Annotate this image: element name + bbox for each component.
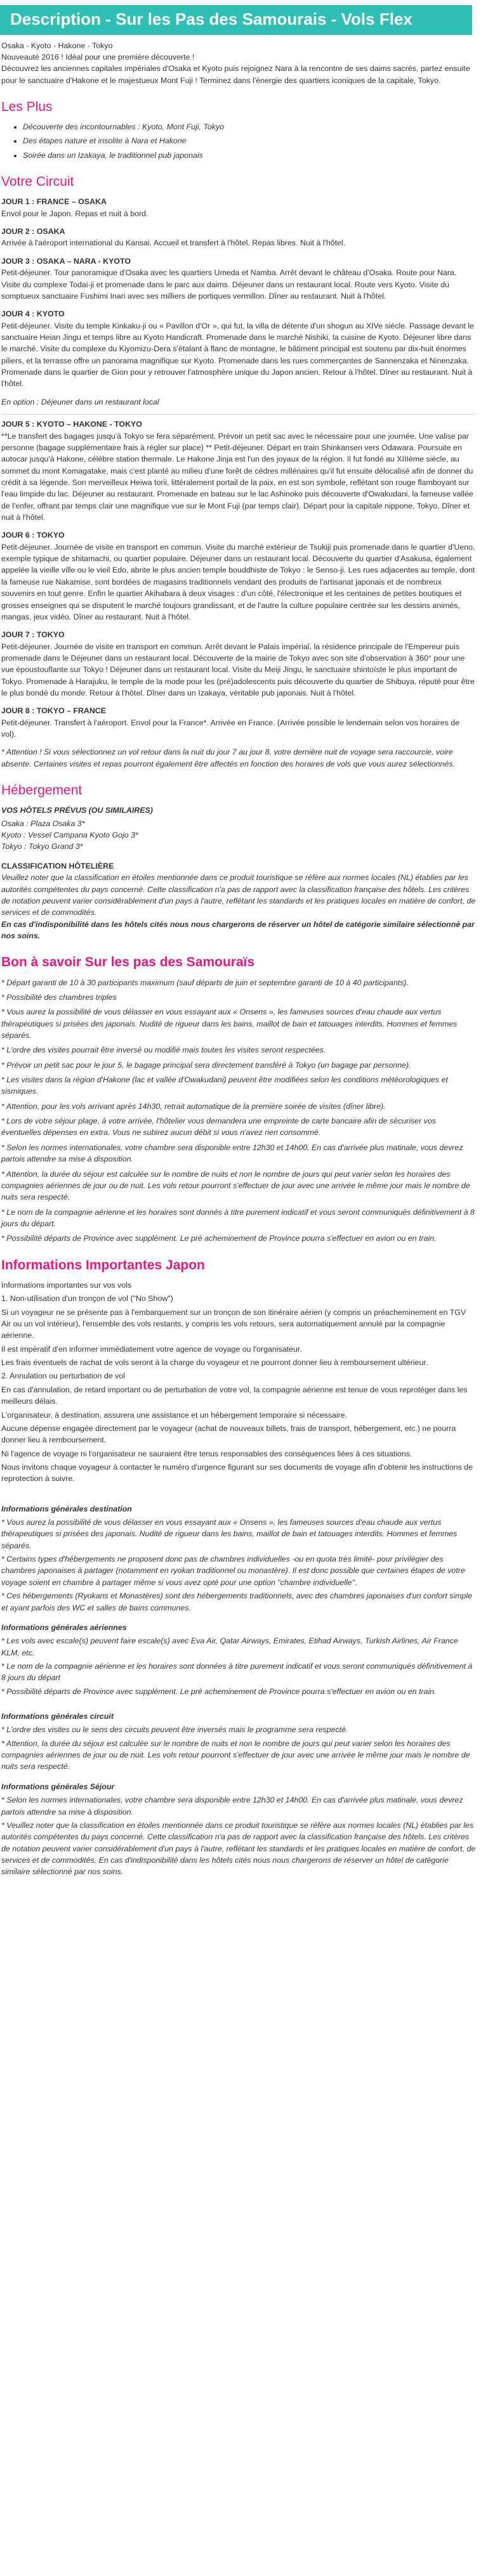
dest-title: Informations générales destination <box>1 1504 132 1513</box>
day-option: En option : Déjeuner dans un restaurant local <box>1 397 159 406</box>
description-content <box>0 40 481 1878</box>
page-banner: Description - Sur les Pas des Samourais - Vols Flex <box>0 5 472 35</box>
air-line: * Les vols avec escale(s) peuvent faire escale(s) avec Eva Air, Qatar Airways, Emirates, Etihad Airways, Turkish Airlines, Air France KLM, etc. <box>1 1636 458 1657</box>
intro-line: Découvrez les anciennes capitales impériales d'Osaka et Kyoto puis rejoignez Nara à la rencontre de ses daims sacrés, partez ensuite pour le sanctuaire d'Hakone et le majestueux Mont Fuji ! Terminez dans l'énergie des quartiers iconiques de la capitale, Tokyo. <box>1 64 470 85</box>
bon-item: * Possibilité départs de Province avec supplément. Le pré acheminement de Province pourra s'effectuer en avion ou en train. <box>1 1234 437 1243</box>
hotel-item: Tokyo : Tokyo Grand 3* <box>1 842 83 851</box>
hotel-item: Osaka : Plaza Osaka 3* <box>1 819 85 828</box>
dest-line: * Vous aurez la possibilité de vous délasser en vous essayant aux « Onsens », les fameuses sources d'eau chaude aux vertus thérapeutiques si prisées des japonais. Nudité de rigueur dans les bains, maillot de bain et tatouages interdits. Hommes et femmes séparés. <box>1 1518 458 1550</box>
plus-item: • Soirée dans un Izakaya, le traditionnel pub japonais <box>23 150 476 161</box>
infos-line: L'organisateur, à destination, assurera une assistance et un hébergement temporaire si nécessaire. <box>1 1410 348 1420</box>
hebergement-section <box>1 805 476 942</box>
day-title: JOUR 3 : OSAKA – NARA - KYOTO <box>1 256 131 266</box>
day-body: Petit-déjeuner. Transfert à l'aéroport. Envol pour la France*. Arrivée en France. (Arrivée possible le lendemain selon vos horaires de vol). <box>1 718 460 739</box>
day-title: JOUR 5 : KYOTO – HAKONE - TOKYO <box>1 420 142 429</box>
day-body: Petit-déjeuner. Journée de visite en transport en commun. Visite du marché extérieur de Tsukiji puis promenade dans le quartier d'Ueno, exemple typique de shitamachi, ou quartier populaire. Déjeuner dans un restaurant local. Découverte du quartier d'Asakusa, également appelée la vieille ville ou le vieil Edo, abrite le plus ancien temple bouddhiste de Tokyo : le Senso-ji. Les rues adjacentes au temple, dont la fameuse rue Nakamise, sont bordées de magasins traditionnels vendant des produits de l'artisanat japonais et de nombreux souvenirs en tout genre. Enfin le quartier Akihabara à deux visages : d'un côté, l'électronique et les centaines de petites boutiques et grosses enseignes qui se disputent le marché toujours grandissant, et de l'autre la culture populaire centrée sur les dessins animés, mangas, jeux vidéo. Dîner au restaurant. Nuit à l'hôtel. <box>1 542 475 621</box>
infos-line: Il est impératif d'en informer immédiatement votre agence de voyage ou l'organisateur. <box>1 1344 302 1354</box>
bon-a-savoir-list <box>1 977 476 1245</box>
day-title: JOUR 4 : KYOTO <box>1 309 65 319</box>
bon-item: * Le nom de la compagnie aérienne et les horaires sont donnés à titre purement indicatif et vous seront communiqués définitivement à 8 jours du départ. <box>1 1207 475 1228</box>
infos-line: 2. Annulation ou perturbation de vol <box>1 1371 125 1381</box>
day-body: Petit-déjeuner. Journée de visite en transport en commun. Arrêt devant le Palais impérial, la résidence principale de l'Empereur puis promenade dans le Déjeuner dans un restaurant local. Découverte de la mairie de Tokyo avec son site d'observation à 360° pour une vue époustouflante sur Tokyo ! Déjeuner dans un restaurant local. Visite du Meiji Jingu, le sanctuaire shintoïste le plus important de Tokyo. Promenade à Harajuku, le temple de la mode pour les (pré)adolescents puis découverte du quartier de Shibuya, réputé pour être le plus bondé du monde. Retour à l'hôtel. Dîner dans un Izakaya, véritable pub japonais. Nuit à l'hôtel. <box>1 642 475 698</box>
circuit-info-line: * L'ordre des visites ou le sens des circuits peuvent être inversés mais le programme sera respecté. <box>1 1725 348 1735</box>
sejour-line: * Veuillez noter que la classification en étoiles mentionnée dans ce produit touristique se réfère aux normes locales (NL) établies par les autorités compétentes du pays concerné. Cette classification n'a pas de rapport avec la classification française des hôtels. Les critères de notation peuvent varier considérablement d'un pays à l'autre, reflétant les standards et les pratiques locales en matière de confort, de services et de commodités. En cas d'indisponibilité dans les hôtels cités nous nous chargerons de réserver un hôtel de catégorie similaire sélectionné par nos soins. <box>1 1820 476 1877</box>
plus-heading: Les Plus <box>1 99 53 114</box>
classification-title: CLASSIFICATION HÔTELIÈRE <box>1 861 114 871</box>
day-body: **Le transfert des bagages jusqu'à Tokyo se fera séparément. Prévoir un petit sac avec le nécessaire pour une journée. Une valise par personne (bagage supplémentaire frais à régler sur place) ** Petit-déjeuner. Départ en train Shinkansen vers Odawara. Poursuite en autocar jusqu'à Hakone, célèbre station thermale. Le Hakone Jinja est l'un des joyaux de la région. Il fut fondé au XIIIème siècle, au sommet du mont Komagatake, mais c'est planté au milieu d'une forêt de cèdres millénaires qu'il fut ensuite délocalisé afin de donner du crédit à sa légende. Son merveilleux Heiwa torii, littéralement portail de la paix, en est son symbole, reflétant son rouge flamboyant sur l'eau limpide du lac. Déjeuner au restaurant. Promenade en bateau sur le lac Ashinoko puis découverte d'Owakudani, la fameuse vallée de l'enfer, offrant par temps clair une magnifique vue sur le Mont Fuji (par temps clair). Départ pour la capitale nippone, Tokyo. Dîner et nuit à l'hôtel. <box>1 431 473 522</box>
infos-line: Aucune dépense engagée directement par le voyageur (achat de nouveaux billets, frais de transport, hébergement, etc.) ne pourra donner lieu à remboursement. <box>1 1423 456 1445</box>
intro-line: Nouveauté 2016 ! Idéal pour une première découverte ! <box>1 52 195 61</box>
circuit-info-line: * Attention, la durée du séjour est calculée sur le nombre de nuits et non le nombre de jours qui peut varier selon les horaires des compagnies aériennes de jour ou de nuit. Les vols retour pourront s'effectuer de jour avec une arrivée le même jour mais le nombre de nuits sera respecté. <box>1 1738 470 1771</box>
hotel-item: Kyoto : Vessel Campana Kyoto Gojo 3* <box>1 831 138 840</box>
circuit-days <box>1 196 476 770</box>
circuit-info-title: Informations générales circuit <box>1 1712 114 1721</box>
day-title: JOUR 1 : FRANCE – OSAKA <box>1 197 107 207</box>
air-line: * Le nom de la compagnie aérienne et les horaires sont données à titre purement indicatif et vous seront communiqués définitivement à 8 jours du départ <box>1 1661 473 1683</box>
day-title: JOUR 2 : OSAKA <box>1 227 65 236</box>
day-body: Petit-déjeuner. Visite du temple Kinkaku-ji ou « Pavillon d'Or », qui fut, la villa de détente d'un shogun au XIVe siècle. Passage devant le sanctuaire Heian Jingu et temps libre au Kyoto Handicraft. Promenade dans le marché Nishiki, la cuisine de Kyoto. Déjeuner libre dans le marché. Visite du complexe du Kiyomizu-Dera s'étalant à flanc de montagne, le bâtiment principal est soutenu par dix-huit énormes piliers, et la terrasse offre un panorama magnifique sur Kyoto. Promenade dans les rues commerçantes de Sannenzaka et Ninenzaka. Promenade dans le quartier de Gion pour y retrouver l'atmosphère unique du Japon ancien. Retour à l'hôtel. Dîner au restaurant. Nuit à l'hôtel. <box>1 321 474 389</box>
hotel-list <box>1 818 476 853</box>
dest-line: * Certains types d'hébergements ne proposent donc pas de chambres individuelles -ou en quota très limité- pour privilégier des chambres japonaises à partager (notamment en ryokan traditionnel ou monastère). Il est donc possible que certaines étapes de votre voyage soient en chambre à partager même si vous avez opté pour une option "chambre individuelle". <box>1 1555 465 1587</box>
air-title: Informations générales aériennes <box>1 1622 127 1632</box>
bon-item: * Lors de votre séjour plage, à votre arrivée, l'hôtelier vous demandera une empreinte de carte bancaire afin de sécuriser vos éventuelles dépenses en extra. Vous ne subirez aucun débit si vous n'avez rien consommé. <box>1 1116 436 1137</box>
circuit-heading: Votre Circuit <box>1 174 74 190</box>
infos-line: Informations importantes sur vos vols <box>1 1280 132 1290</box>
day-body: Arrivée à l'aéroport international du Kansai. Accueil et transfert à l'hôtel. Repas libres. Nuit à l'hôtel. <box>1 238 346 248</box>
day-title: JOUR 8 : TOKYO – FRANCE <box>1 706 107 716</box>
bon-item: * Attention, la durée du séjour est calculée sur le nombre de nuits et non le nombre de jours qui peut varier selon les horaires des compagnies aériennes de jour ou de nuit. Les vols retour pourront s'effectuer de jour avec une arrivée le même jour mais le nombre de nuits sera respecté. <box>1 1169 470 1202</box>
plus-item: • Découverte des incontournables : Kyoto, Mont Fuji, Tokyo <box>23 121 476 133</box>
day-body: Envol pour le Japon. Repas et nuit à bord. <box>1 209 148 218</box>
hotels-title: VOS HÔTELS PRÉVUS (OU SIMILAIRES) <box>1 806 153 815</box>
infos-line: En cas d'annulation, de retard important ou de perturbation de votre vol, la compagnie aérienne est tenue de vous reprotéger dans les meilleurs délais. <box>1 1385 468 1406</box>
sejour-title: Informations générales Séjour <box>1 1782 115 1791</box>
bon-item: * Selon les normes internationales, votre chambre sera disponible entre 12h30 et 14h00. En cas d'arrivée plus matinale, vous devrez partois attendre sa mise à disposition. <box>1 1142 463 1164</box>
plus-item: • Des étapes nature et insolite à Nara et Hakone <box>23 135 476 146</box>
infos-heading: Informations Importantes Japon <box>1 1257 205 1272</box>
infos-line: Les frais éventuels de rachat de vols seront à la charge du voyageur et ne pourront donner lieu à remboursement ultérieur. <box>1 1358 428 1368</box>
bon-item: * Attention, pour les vols arrivant après 14h30, retrait automatique de la première soirée de visites (dîner libre). <box>1 1101 386 1111</box>
bon-item: * L'ordre des visites pourrait être inversé ou modifié mais toutes les visites seront respectées. <box>1 1045 326 1055</box>
day-title: JOUR 6 : TOKYO <box>1 531 65 540</box>
classification-note: En cas d'indisponibilité dans les hôtels cités nous nous chargerons de réserver un hôtel de catégorie similaire sélectionné par nos soins. <box>1 919 475 940</box>
plus-list <box>23 121 476 161</box>
day-title: JOUR 7 : TOKYO <box>1 630 65 640</box>
bon-item: * Les visites dans la région d'Hakone (lac et vallée d'Owakudani) peuvent être modifiées selon les conditions météorologiques et sismiques. <box>1 1075 448 1096</box>
bon-a-savoir-heading: Bon à savoir Sur les pas des Samouraïs <box>1 955 255 970</box>
bon-item: * Prévoir un petit sac pour le jour 5, le bagage principal sera directement transféré à Tokyo (un bagage par personne). <box>1 1060 411 1070</box>
divider <box>1 414 476 415</box>
intro <box>1 40 476 86</box>
sejour-line: * Selon les normes internationales, votre chambre sera disponible entre 12h30 et 14h00. En cas d'arrivée plus matinale, vous devrez partois attendre sa mise à disposition. <box>1 1796 463 1816</box>
infos-line: Ni l'agence de voyage ni l'organisateur ne sauraient être tenus responsables des conséquences liées à ces situations. <box>1 1449 412 1458</box>
classification-text: Veuillez noter que la classification en étoiles mentionnée dans ce produit touristique se réfère aux normes locales (NL) établies par les autorités compétentes du pays concerné. Cette classification n'a pas de rapport avec la classification française des hôtels. Les critères de notation peuvent varier considérablement d'un pays à l'autre, reflétant les standards et les pratiques locales en matière de confort, de services et de commodités. <box>1 873 476 917</box>
attention-note: * Attention ! Si vous sélectionnez un vol retour dans la nuit du jour 7 au jour 8, votre dernière nuit de voyage sera raccourcie, voire absente. Certaines visites et repas pourront également être affectés en fonction des horaires de vols que vous aurez sélectionnés. <box>1 748 455 768</box>
bon-item: * Possibilité des chambres triples <box>1 992 117 1002</box>
dest-line: * Ces hébergements (Ryokans et Monastères) sont des hébergements traditionnels, avec des chambres japonaises d'un confort simple et ayant parfois des WC et salles de bains communes. <box>1 1591 473 1612</box>
bon-item: * Vous aurez la possibilité de vous délasser en vous essayant aux « Onsens », les fameuses sources d'eau chaude aux vertus thérapeutiques si prisées des japonais. Nudité de rigueur dans les bains, maillot de bain et tatouages interdits. Hommes et femmes séparés. <box>1 1007 458 1040</box>
day-body: Petit-déjeuner. Tour panoramique d'Osaka avec les quartiers Umeda et Namba. Arrêt devant le château d'Osaka. Route pour Nara. Visite du complexe Todai-ji et promenade dans le parc aux daims. Déjeuner dans un restaurant local. Route vers Kyoto. Visite du somptueux sanctuaire Fushimi Inari avec ses milliers de portiques vermillon. Dîner au restaurant. Nuit à l'hôtel. <box>1 268 457 301</box>
infos-section <box>1 1279 476 1878</box>
infos-line: Nous invitons chaque voyageur à contacter le numéro d'urgence figurant sur ses documents de voyage afin d'obtenir les instructions de reprotection à suivre. <box>1 1462 473 1484</box>
air-line: * Possibilité départs de Province avec supplément. Le pré acheminement de Province pourra s'effectuer en avion ou en train. <box>1 1686 437 1696</box>
infos-line: Si un voyageur ne se présente pas à l'embarquement sur un tronçon de son itinéraire aérien (y compris un préacheminement en TGV Air ou un vol intérieur), l'ensemble des vols restants, y compris les vols retours, sera automatiquement annulé par la compagnie aérienne. <box>1 1307 466 1340</box>
hebergement-heading: Hébergement <box>1 783 82 798</box>
infos-line: 1. Non-utilisation d'un tronçon de vol ("No Show") <box>1 1294 173 1304</box>
bon-item: * Départ garanti de 10 à 30 participants maximum (sauf départs de juin et septembre garanti de 10 à 40 participants). <box>1 978 409 987</box>
intro-route: Osaka - Kyoto - Hakone - Tokyo <box>1 41 113 50</box>
